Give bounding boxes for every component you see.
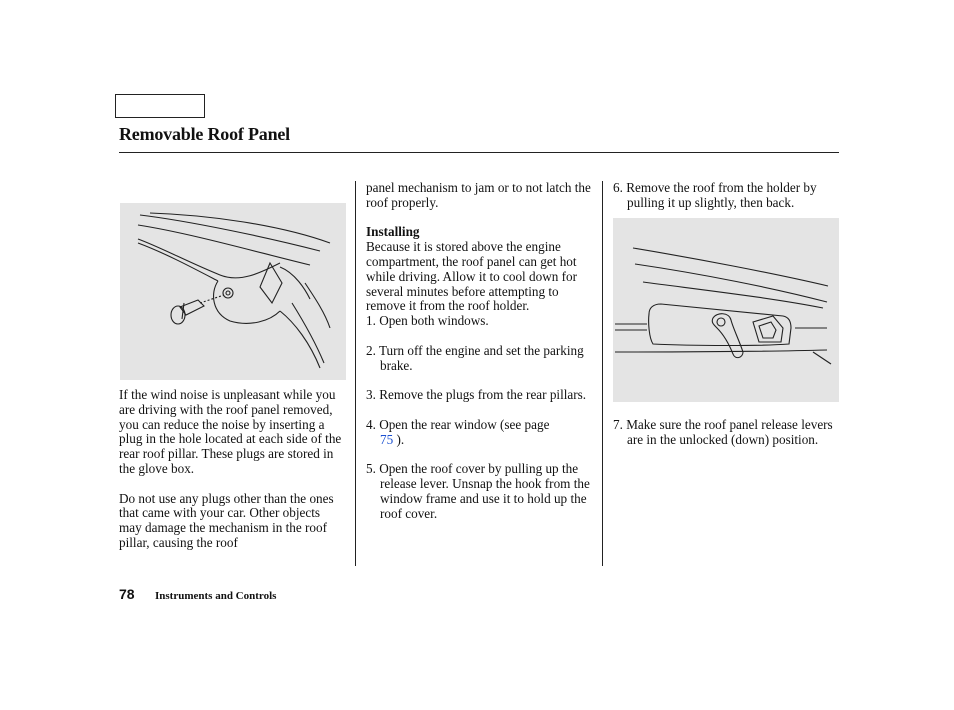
column-1-text	[119, 388, 345, 551]
wind-noise-paragraph: If the wind noise is unpleasant while you are driving with the roof panel removed, you can reduce the noise by inserting a plug in the hole located at each side of the rear roof pillar. These plugs are stored in the glove box.	[119, 387, 342, 476]
step-4	[366, 418, 596, 448]
title-rule	[119, 152, 839, 153]
plug-insertion-drawing	[120, 203, 346, 380]
page-number: 78	[119, 586, 135, 602]
section-tab-box	[115, 94, 205, 118]
step-7: 7. Make sure the roof panel release levers are in the unlocked (down) position.	[613, 417, 833, 447]
step-4-close: ).	[396, 431, 405, 447]
plug-insertion-illustration	[120, 203, 346, 380]
continued-paragraph: panel mechanism to jam or to not latch the roof properly.	[366, 180, 591, 210]
column-3-step-6	[613, 181, 841, 211]
roof-holder-drawing	[613, 218, 839, 402]
step-6: 6. Remove the roof from the holder by pulling it up slightly, then back.	[613, 180, 817, 210]
roof-holder-illustration	[613, 218, 839, 402]
step-3: 3. Remove the plugs from the rear pillars.	[366, 387, 587, 403]
plug-warning-paragraph: Do not use any plugs other than the ones that came with your car. Other objects may damage the mechanism in the roof pillar, causing the roof	[119, 490, 334, 550]
column-divider-right	[602, 181, 603, 566]
footer-section-name: Instruments and Controls	[155, 590, 277, 602]
installing-heading: Installing	[366, 224, 420, 240]
step-2: 2. Turn off the engine and set the parking brake.	[366, 342, 584, 373]
column-2-text	[366, 181, 596, 521]
step-5: 5. Open the roof cover by pulling up the release lever. Unsnap the hook from the window frame and use it to hold up the roof cover.	[366, 461, 590, 521]
page-75-link[interactable]: 75	[380, 431, 394, 447]
step-4-text: 4. Open the rear window (see page	[366, 416, 550, 432]
column-divider-left	[355, 181, 356, 566]
page-title: Removable Roof Panel	[119, 124, 290, 144]
installing-intro: Because it is stored above the engine compartment, the roof panel can get hot while driving. Allow it to cool down for several minutes before attempting to remove it from the roof holder.	[366, 239, 577, 314]
column-3-step-7	[613, 418, 841, 448]
step-1: 1. Open both windows.	[366, 313, 489, 329]
